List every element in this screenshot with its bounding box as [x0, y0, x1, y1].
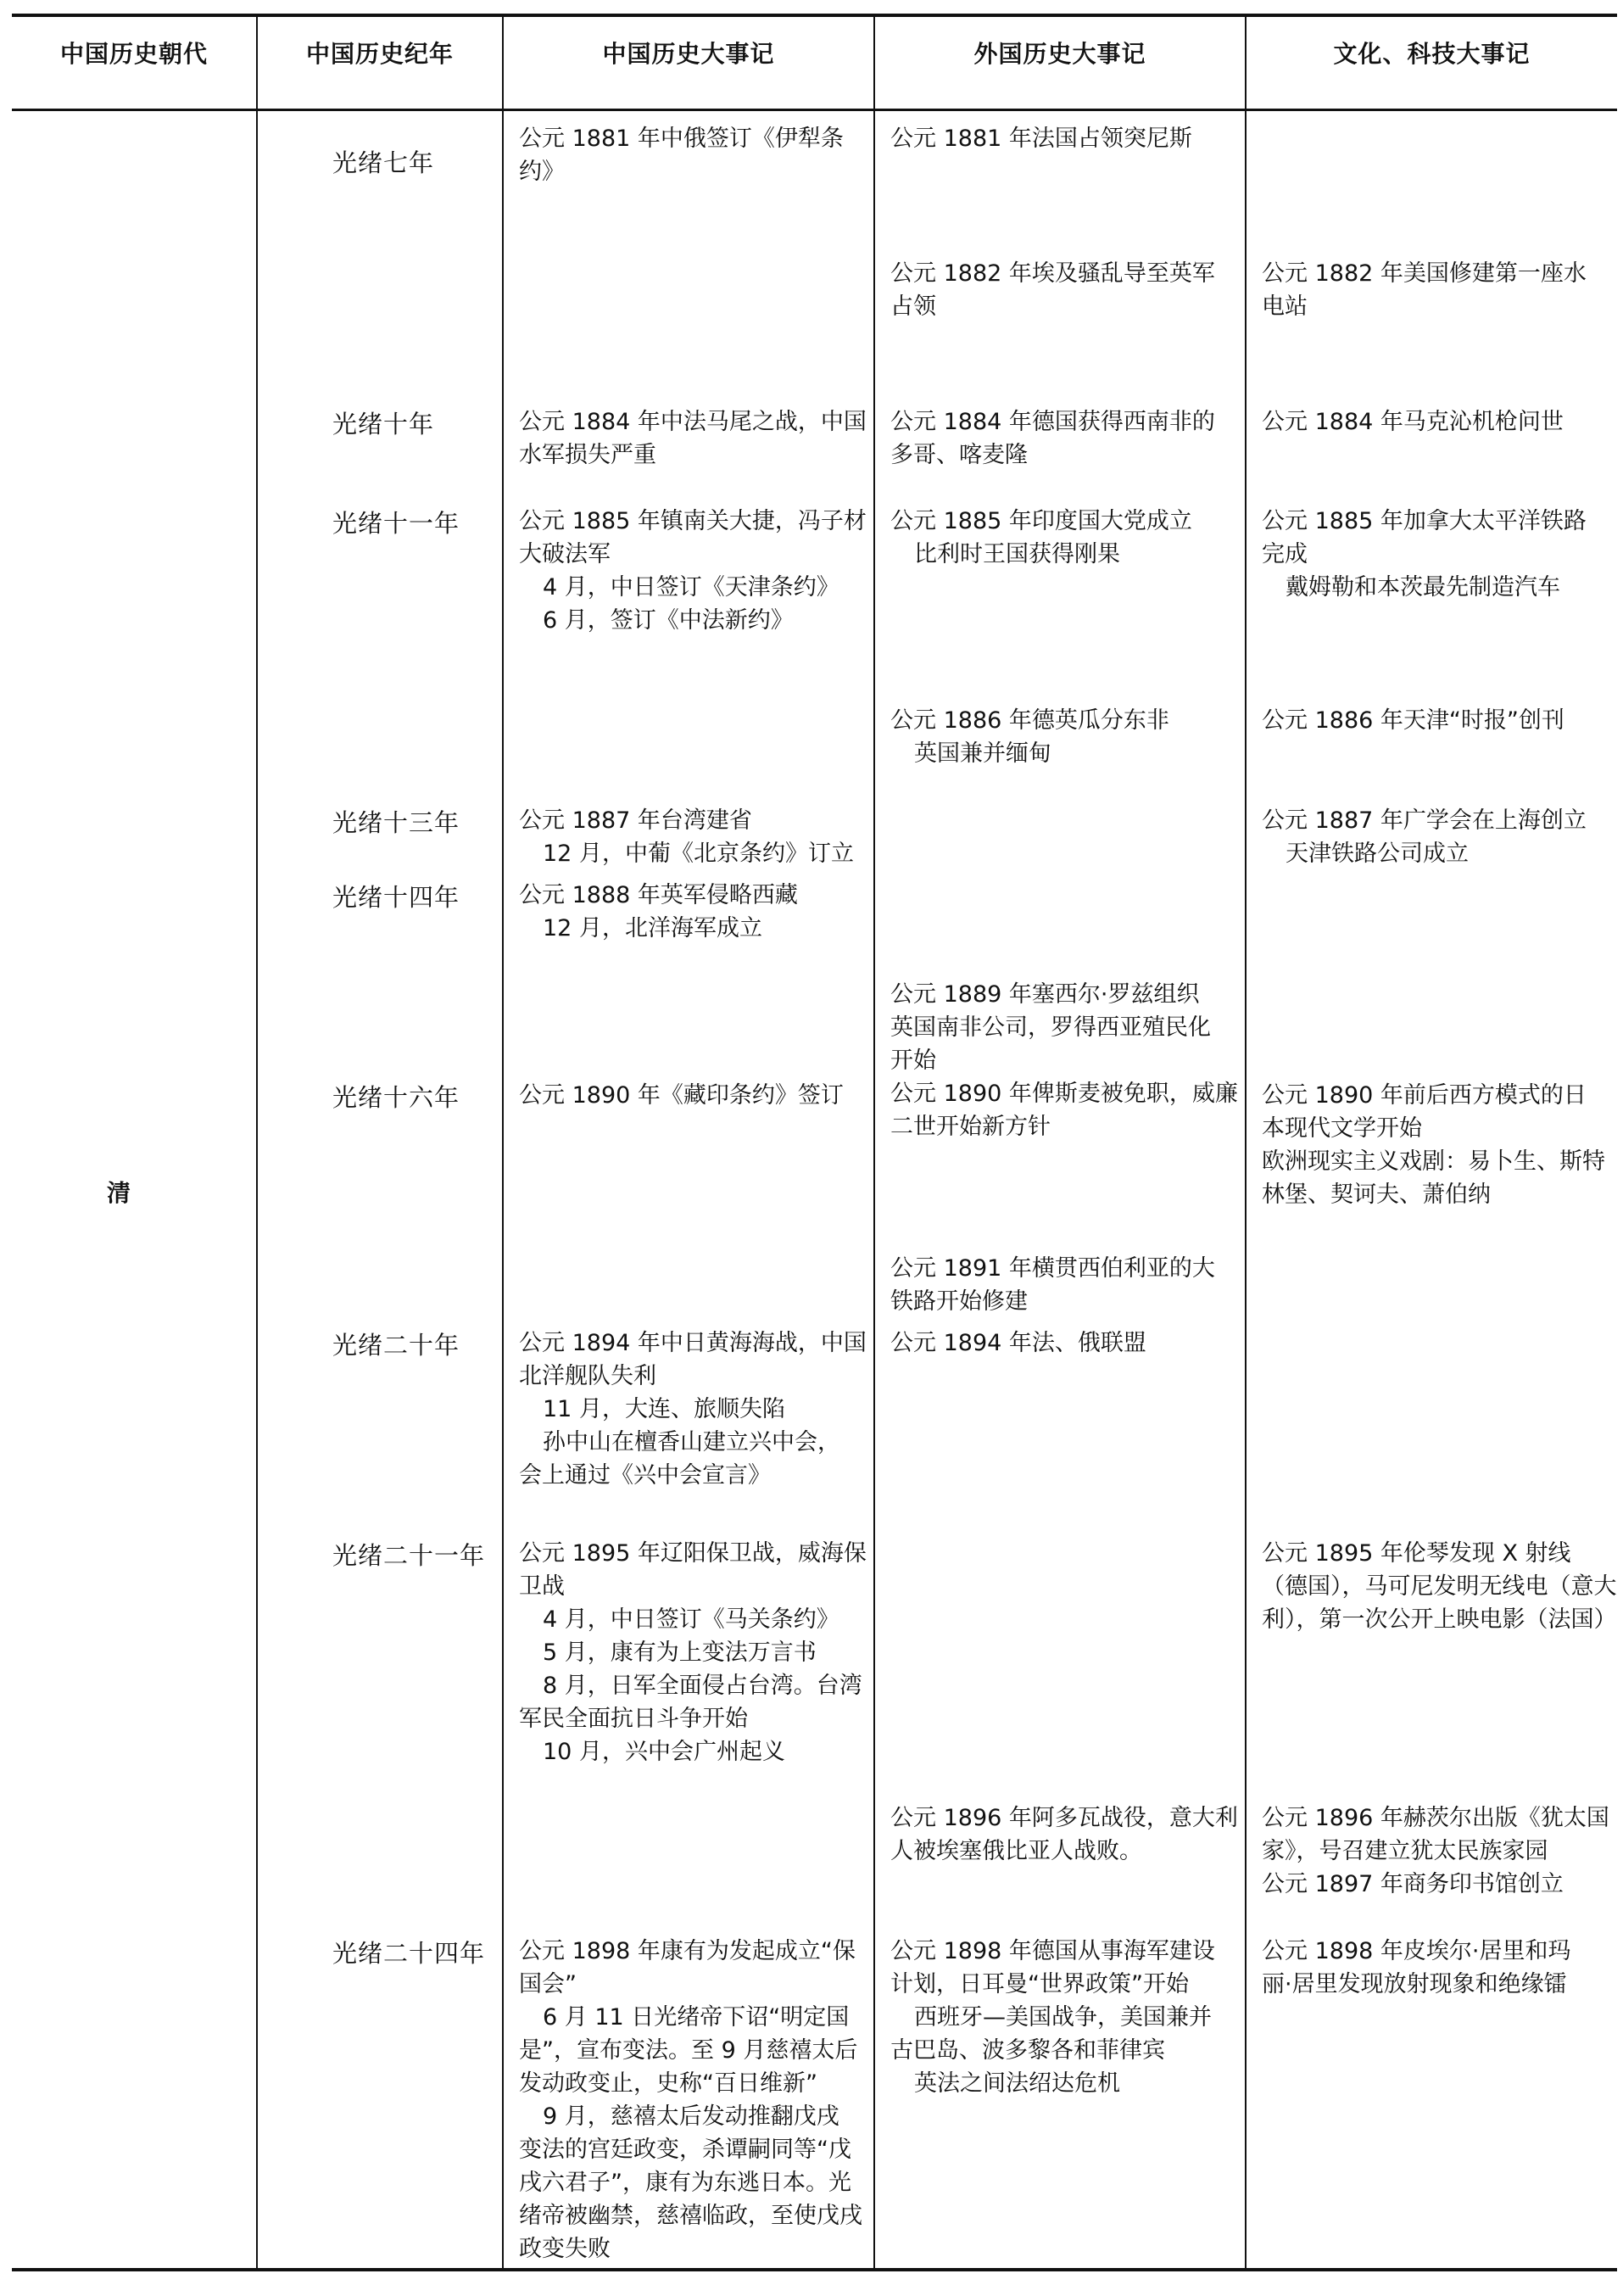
event-line: 公元 1898 年康有为发起成立“保 — [519, 1938, 856, 1964]
event-line: 公元 1894 年法、俄联盟 — [890, 1330, 1146, 1356]
event-line: 8 月，日军全面侵占台湾。台湾 — [543, 1673, 862, 1699]
event-line: 5 月，康有为上变法万言书 — [543, 1640, 817, 1666]
event-line: 人被埃塞俄比亚人战败。 — [890, 1838, 1142, 1864]
event-line: 铁路开始修建 — [890, 1288, 1028, 1315]
event-line: 开始 — [890, 1047, 936, 1074]
header-culture-events: 文化、科技大事记 — [1333, 40, 1531, 68]
event-line: 公元 1881 年法国占领突尼斯 — [890, 126, 1192, 152]
foreign-event — [890, 1327, 1247, 1360]
event-line: 约》 — [519, 159, 565, 185]
culture-event — [1262, 704, 1609, 737]
event-line: 公元 1896 年阿多瓦战役，意大利 — [890, 1805, 1238, 1831]
event-line: 12 月，中葡《北京条约》订立 — [543, 841, 854, 867]
event-line: 孙中山在檀香山建立兴中会， — [543, 1429, 840, 1455]
header-bottom-rule — [12, 109, 1617, 111]
china-event — [519, 1537, 867, 1768]
event-line: 变法的宫廷政变，杀谭嗣同等“戊 — [519, 2137, 851, 2163]
reign-year: 光绪二十年 — [332, 1331, 460, 1360]
event-line: 公元 1897 年商务印书馆创立 — [1262, 1871, 1564, 1897]
event-line: 水军损失严重 — [519, 442, 656, 468]
event-line: 戌六君子”，康有为东逃日本。光 — [519, 2170, 851, 2196]
culture-event — [1262, 1802, 1609, 1901]
column-divider — [256, 14, 258, 2271]
event-line: 林堡、契诃夫、萧伯纳 — [1262, 1182, 1491, 1208]
event-line: 12 月，北洋海军成立 — [543, 915, 762, 941]
event-line: 公元 1884 年马克沁机枪问世 — [1262, 409, 1564, 435]
china-event — [519, 122, 867, 188]
china-event — [519, 879, 867, 945]
event-line: 公元 1885 年印度国大党成立 — [890, 508, 1192, 534]
event-line: 古巴岛、波多黎各和菲律宾 — [890, 2037, 1165, 2064]
china-event — [519, 505, 867, 637]
header-dynasty: 中国历史朝代 — [59, 40, 208, 68]
culture-event — [1262, 804, 1609, 870]
event-line: 丽·居里发现放射现象和绝缘镭 — [1262, 1971, 1567, 1997]
reign-year: 光绪二十四年 — [332, 1939, 486, 1968]
event-line: 政变失败 — [519, 2236, 611, 2262]
reign-year: 光绪十四年 — [332, 883, 460, 912]
event-line: 公元 1881 年中俄签订《伊犁条 — [519, 126, 844, 152]
table-bottom-rule — [12, 2268, 1617, 2271]
event-line: 6 月，签订《中法新约》 — [543, 607, 794, 634]
event-line: 军民全面抗日斗争开始 — [519, 1706, 748, 1732]
foreign-event — [890, 257, 1247, 323]
header-reign: 中国历史纪年 — [305, 40, 454, 68]
china-event — [519, 1327, 867, 1492]
event-line: 公元 1890 年《藏印条约》签订 — [519, 1082, 844, 1109]
reign-year: 光绪二十一年 — [332, 1541, 486, 1570]
reign-year: 光绪十六年 — [332, 1083, 460, 1112]
culture-event — [1262, 405, 1609, 439]
column-divider — [873, 14, 875, 2271]
event-line: 公元 1887 年台湾建省 — [519, 807, 752, 834]
event-line: 二世开始新方针 — [890, 1114, 1051, 1140]
event-line: 6 月 11 日光绪帝下诏“明定国 — [543, 2004, 850, 2031]
event-line: 国会” — [519, 1971, 577, 1997]
event-line: 完成 — [1262, 541, 1308, 567]
event-line: 利），第一次公开上映电影（法国） — [1262, 1606, 1617, 1633]
culture-event — [1262, 505, 1609, 604]
event-line: 公元 1887 年广学会在上海创立 — [1262, 807, 1587, 834]
foreign-event — [890, 505, 1247, 571]
culture-event — [1262, 257, 1609, 323]
event-line: 公元 1885 年镇南关大捷，冯子材 — [519, 508, 867, 534]
event-line: 英国兼并缅甸 — [914, 740, 1051, 767]
event-line: 英国南非公司，罗得西亚殖民化 — [890, 1014, 1211, 1041]
event-line: 4 月，中日签订《马关条约》 — [543, 1606, 839, 1633]
event-line: 公元 1894 年中日黄海海战，中国 — [519, 1330, 867, 1356]
event-line: 公元 1884 年中法马尾之战，中国 — [519, 409, 867, 435]
dynasty-cell: 清 — [107, 1179, 131, 1207]
culture-event — [1262, 1935, 1609, 2001]
event-line: 本现代文学开始 — [1262, 1115, 1422, 1142]
column-divider — [502, 14, 504, 2271]
reign-year: 光绪十三年 — [332, 808, 460, 837]
event-line: 公元 1890 年前后西方模式的日 — [1262, 1082, 1587, 1109]
event-line: 10 月，兴中会广州起义 — [543, 1739, 785, 1765]
header-china-events: 中国历史大事记 — [602, 40, 775, 68]
event-line: 大破法军 — [519, 541, 611, 567]
table-top-rule — [12, 14, 1617, 17]
foreign-event — [890, 1252, 1247, 1318]
header-foreign-events: 外国历史大事记 — [973, 40, 1146, 68]
event-line: 会上通过《兴中会宣言》 — [519, 1462, 771, 1489]
event-line: 4 月，中日签订《天津条约》 — [543, 574, 839, 601]
event-line: 公元 1896 年赫茨尔出版《犹太国 — [1262, 1805, 1609, 1831]
event-line: （德国），马可尼发明无线电（意大 — [1262, 1573, 1617, 1600]
event-line: 占领 — [890, 293, 936, 320]
china-event — [519, 1079, 867, 1112]
event-line: 电站 — [1262, 293, 1308, 320]
event-line: 公元 1884 年德国获得西南非的 — [890, 409, 1215, 435]
culture-event — [1262, 1079, 1609, 1211]
event-line: 欧洲现实主义戏剧：易卜生、斯特 — [1262, 1148, 1605, 1175]
event-line: 英法之间法绍达危机 — [914, 2070, 1120, 2097]
event-line: 公元 1898 年皮埃尔·居里和玛 — [1262, 1938, 1571, 1964]
china-event — [519, 804, 867, 870]
event-line: 公元 1886 年天津“时报”创刊 — [1262, 707, 1564, 734]
event-line: 家》，号召建立犹太民族家园 — [1262, 1838, 1548, 1864]
culture-event — [1262, 1537, 1617, 1636]
event-line: 卫战 — [519, 1573, 565, 1600]
event-line: 绪帝被幽禁，慈禧临政，至使戊戌 — [519, 2203, 862, 2229]
event-line: 多哥、喀麦隆 — [890, 442, 1028, 468]
china-event — [519, 1935, 867, 2265]
event-line: 天津铁路公司成立 — [1286, 841, 1469, 867]
event-line: 公元 1890 年俾斯麦被免职，威廉 — [890, 1081, 1238, 1107]
event-line: 西班牙—美国战争，美国兼并 — [914, 2004, 1212, 2031]
event-line: 公元 1891 年横贯西伯利亚的大 — [890, 1255, 1215, 1282]
event-line: 发动政变止，史称“百日维新” — [519, 2070, 817, 2097]
event-line: 公元 1885 年加拿大太平洋铁路 — [1262, 508, 1587, 534]
event-line: 比利时王国获得刚果 — [914, 541, 1120, 567]
foreign-event — [890, 1935, 1247, 2100]
china-event — [519, 405, 867, 472]
event-line: 戴姆勒和本茨最先制造汽车 — [1286, 574, 1560, 601]
event-line: 公元 1888 年英军侵略西藏 — [519, 882, 798, 908]
event-line: 9 月，慈禧太后发动推翻戊戌 — [543, 2103, 839, 2130]
event-line: 公元 1895 年辽阳保卫战，威海保 — [519, 1540, 867, 1567]
reign-year: 光绪十一年 — [332, 509, 460, 538]
foreign-event — [890, 405, 1247, 472]
foreign-event — [890, 704, 1247, 770]
event-line: 公元 1882 年埃及骚乱导至英军 — [890, 260, 1215, 287]
event-line: 公元 1895 年伦琴发现 X 射线 — [1262, 1540, 1571, 1567]
event-line: 公元 1886 年德英瓜分东非 — [890, 707, 1169, 734]
event-line: 公元 1898 年德国从事海军建设 — [890, 1938, 1215, 1964]
event-line: 11 月，大连、旅顺失陷 — [543, 1396, 785, 1422]
foreign-event — [890, 1802, 1247, 1868]
foreign-event — [890, 978, 1247, 1143]
event-line: 是”，宣布变法。至 9 月慈禧太后 — [519, 2037, 858, 2064]
event-line: 计划，日耳曼“世界政策”开始 — [890, 1971, 1189, 1997]
event-line: 公元 1882 年美国修建第一座水 — [1262, 260, 1587, 287]
reign-year: 光绪十年 — [332, 410, 435, 439]
reign-year: 光绪七年 — [332, 148, 435, 177]
event-line: 北洋舰队失利 — [519, 1363, 656, 1389]
event-line: 公元 1889 年塞西尔·罗兹组织 — [890, 981, 1200, 1008]
foreign-event — [890, 122, 1247, 155]
